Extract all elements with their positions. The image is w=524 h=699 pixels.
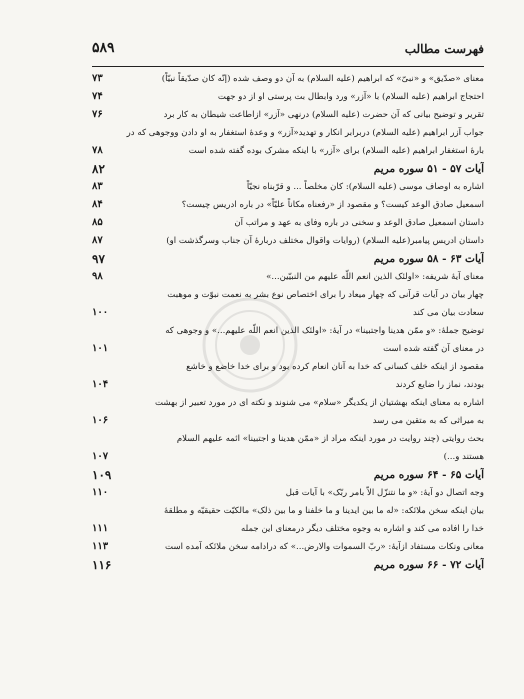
toc-page-number: ۸۷ bbox=[92, 235, 103, 246]
toc-entry bbox=[92, 502, 484, 520]
toc-entry-text: سعادت بیان می کند bbox=[413, 308, 484, 318]
toc-entry-text: به میراثی که به متقین می رسد bbox=[372, 416, 484, 426]
toc-page-number: ۸۳ bbox=[92, 181, 103, 192]
section-heading bbox=[92, 250, 484, 268]
toc-page-number: ۱۱۰ bbox=[92, 487, 109, 498]
toc-page-number: ۷۴ bbox=[92, 91, 103, 102]
toc-entry-text: مقصود از اینکه خلف کسانی که خدا به آنان انعام کرده بود و برای خدا خاضع و خاشع bbox=[186, 362, 484, 372]
header-rule bbox=[92, 66, 484, 67]
toc-entry-text: احتجاج ابراهیم (علیه السلام) با «آزر» ورد وابطال بت پرستی او از دو جهت bbox=[217, 92, 484, 102]
toc-entry bbox=[92, 340, 484, 358]
toc-entry bbox=[92, 196, 484, 214]
toc-entry bbox=[92, 70, 484, 88]
toc-entry-text: اشاره به اوصاف موسی (علیه السلام): کان مخلصاً ... و قرّبناه نجیّاً bbox=[246, 182, 484, 192]
toc-entry bbox=[92, 322, 484, 340]
toc-entry-text: بحث روایتی (چند روایت در مورد اینکه مراد از «ممّن هدینا و اجتبینا» ائمه علیهم السلام bbox=[176, 434, 484, 444]
toc-entry-text: داستان اسمعیل صادق الوعد و سخنی در باره وفای به عهد و مراتب آن bbox=[234, 218, 484, 228]
toc-entry-text: داستان ادریس پیامبر(علیه السلام) (روایات واقوال مختلف دربارۀ آن جناب وسرگذشت او) bbox=[166, 236, 484, 246]
toc-page-number: ۱۱۳ bbox=[92, 541, 109, 552]
toc-entry-text: در معنای آن گفته شده است bbox=[383, 344, 484, 354]
toc-entry bbox=[92, 286, 484, 304]
toc-page-number: ۸۴ bbox=[92, 199, 103, 210]
toc-entry bbox=[92, 304, 484, 322]
toc-page-number: ۱۰۰ bbox=[92, 307, 109, 318]
toc-entry-text: بیان اینکه سخن ملائکه: «له ما بین ایدینا و ما خلفنا و ما بین ذلک» مالکیّت حقیقیّه و مطلقۀ bbox=[164, 506, 484, 516]
toc-page-number: ۷۶ bbox=[92, 109, 103, 120]
section-heading bbox=[92, 466, 484, 484]
table-of-contents bbox=[92, 70, 484, 574]
toc-entry-text: اسمعیل صادق الوعد کیست؟ و مقصود از «رفعناه مکاناً علیّاً» در باره ادریس چیست؟ bbox=[181, 200, 484, 210]
toc-page-number: ۸۲ bbox=[92, 162, 105, 176]
toc-entry-text: بارۀ استغفار ابراهیم (علیه السلام) برای «آزر» با اینکه مشرک بوده گفته شده است bbox=[188, 146, 484, 156]
section-heading-text: آیات ۷۲ - ۶۶ سوره مریم bbox=[373, 559, 484, 571]
toc-entry-text: توضیح جملۀ: «و ممّن هدینا واجتبینا» در آیۀ: «اولئک الذین انعم اللّه علیهم...» و وجوهی که bbox=[165, 326, 484, 336]
toc-entry-text: معنای «صدّیق» و «نبیّ» که ابراهیم (علیه السلام) به آن دو وصف شده (إنّه کان صدّیقاً نبیّاً) bbox=[161, 74, 484, 84]
toc-entry bbox=[92, 268, 484, 286]
toc-entry-text: اشاره به معنای اینکه بهشتیان از یکدیگر «سلام» می شنوند و نکته ای در مورد تعبیر از بهشت bbox=[154, 398, 484, 408]
toc-page-number: ۱۱۱ bbox=[92, 523, 109, 534]
toc-page-number: ۹۸ bbox=[92, 271, 103, 282]
toc-entry bbox=[92, 178, 484, 196]
toc-entry-text: هستند و...) bbox=[443, 452, 484, 462]
toc-entry bbox=[92, 142, 484, 160]
toc-page-number: ۱۱۶ bbox=[92, 558, 112, 572]
toc-entry bbox=[92, 358, 484, 376]
section-heading-text: آیات ۶۳ - ۵۸ سوره مریم bbox=[373, 253, 484, 265]
toc-entry-text: معنای آیۀ شریفه: «اولئک الذین انعم اللّه علیهم من النبیّین...» bbox=[266, 272, 484, 282]
toc-entry bbox=[92, 520, 484, 538]
toc-entry bbox=[92, 214, 484, 232]
toc-entry bbox=[92, 412, 484, 430]
section-heading bbox=[92, 160, 484, 178]
toc-page-number: ۷۳ bbox=[92, 73, 103, 84]
page-header bbox=[92, 40, 484, 64]
toc-entry bbox=[92, 376, 484, 394]
toc-entry-text: وجه اتصال دو آیۀ: «و ما نتنزّل الاّ بامر ربّک» با آیات قبل bbox=[285, 488, 484, 498]
toc-entry bbox=[92, 394, 484, 412]
page-number: ۵۸۹ bbox=[92, 40, 115, 56]
toc-page-number: ۱۰۴ bbox=[92, 379, 109, 390]
toc-entry-text: چهار بیان در آیات قرآنی که چهار میعاد را برای اختصاص نوع بشر به نعمت نبوّت و موهبت bbox=[167, 290, 484, 300]
header-title: فهرست مطالب bbox=[404, 42, 484, 56]
toc-entry bbox=[92, 484, 484, 502]
toc-entry bbox=[92, 430, 484, 448]
toc-entry bbox=[92, 88, 484, 106]
toc-page-number: ۱۰۶ bbox=[92, 415, 109, 426]
toc-entry bbox=[92, 448, 484, 466]
toc-entry bbox=[92, 124, 484, 142]
toc-page-number: ۹۷ bbox=[92, 252, 105, 266]
toc-page-number: ۱۰۹ bbox=[92, 468, 112, 482]
toc-entry bbox=[92, 106, 484, 124]
toc-entry bbox=[92, 538, 484, 556]
toc-page-number: ۱۰۱ bbox=[92, 343, 109, 354]
section-heading-text: آیات ۵۷ - ۵۱ سوره مریم bbox=[373, 163, 484, 175]
toc-entry-text: خدا را افاده می کند و اشاره به وجوه مختلف دیگر درمعنای این جمله bbox=[241, 524, 484, 534]
toc-entry-text: جواب آزر ابراهیم (علیه السلام) دربرابر انکار و تهدید«آزر» و وعدۀ استغفار به او دادن ووجوهی که در bbox=[126, 128, 484, 138]
toc-page-number: ۷۸ bbox=[92, 145, 103, 156]
toc-entry-text: تقریر و توضیح بیانی که آن حضرت (علیه السلام) درنهی «آزر» ازاطاعت شیطان به کار برد bbox=[163, 110, 484, 120]
section-heading bbox=[92, 556, 484, 574]
toc-entry-text: بودند، نماز را ضایع کردند bbox=[395, 380, 484, 390]
toc-entry bbox=[92, 232, 484, 250]
toc-page-number: ۸۵ bbox=[92, 217, 103, 228]
section-heading-text: آیات ۶۵ - ۶۴ سوره مریم bbox=[373, 469, 484, 481]
toc-entry-text: معانی ونکات مستفاد ازآیۀ: «ربّ السموات والارض...» که درادامه سخن ملائکه آمده است bbox=[165, 542, 484, 552]
toc-page-number: ۱۰۷ bbox=[92, 451, 109, 462]
